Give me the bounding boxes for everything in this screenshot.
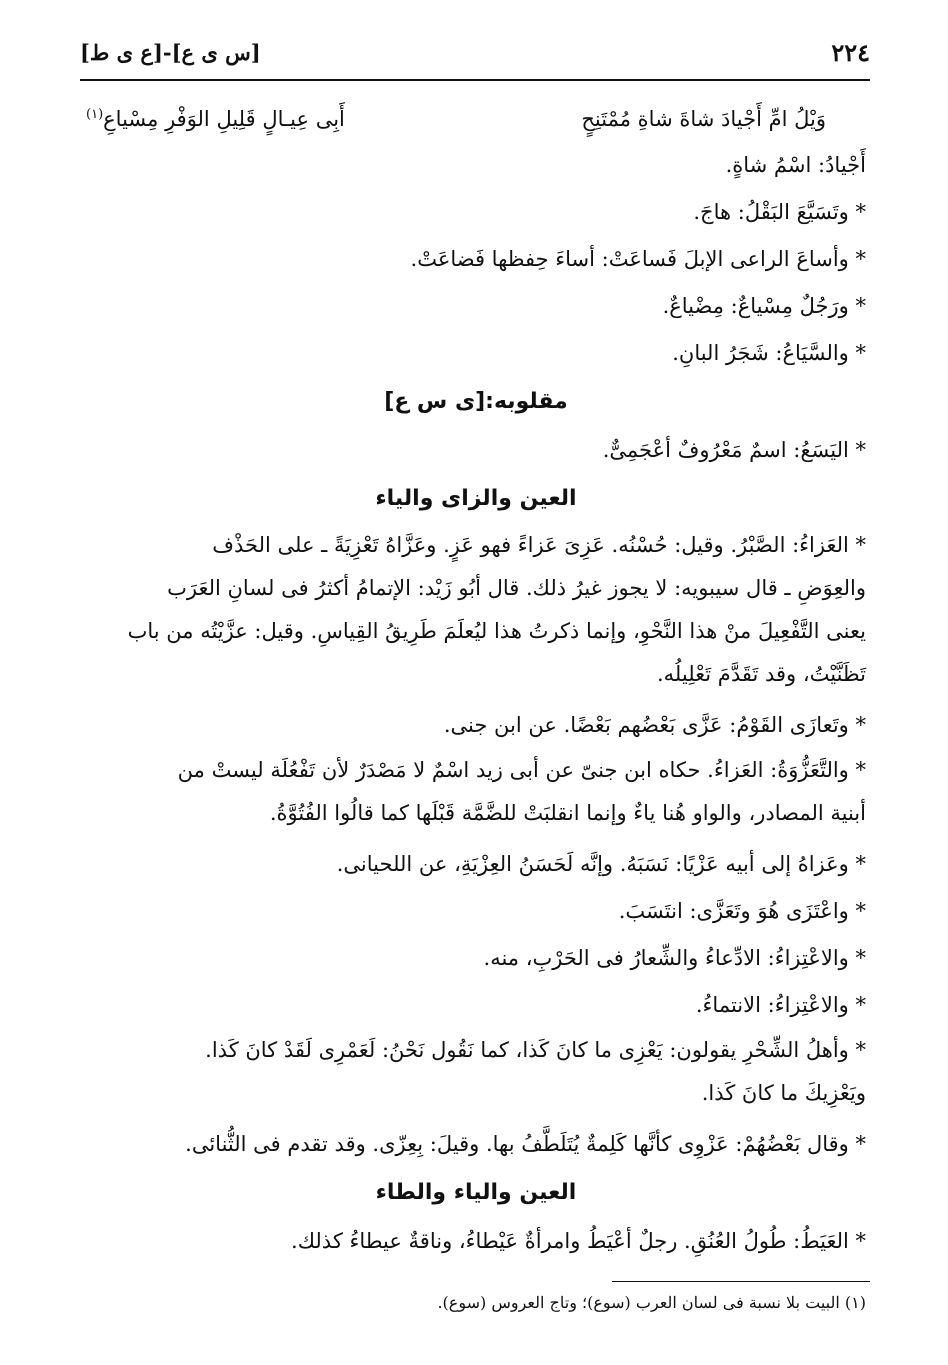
entry-line: * وتَعازَى القَوْمُ: عَزَّى بَعْضُهم بَعْضًا. عن ابن جنى. bbox=[443, 713, 866, 737]
paragraph-line: أبنية المصادر، والواو هُنا ياءٌ وإنما انقلبَتْ للضَّمَّة قَبْلَها كما قالُوا الفُتُوَّةُ. bbox=[269, 801, 866, 825]
entry-line: * واعْتَزَى هُوَ وتَعَزَّى: انتَسَبَ. bbox=[618, 899, 866, 923]
paragraph-line: يعنى التَّفْعِيلَ منْ هذا النَّحْوِ، وإنما ذكرتُ هذا ليُعلَمَ طَرِيقُ القِياسِ. وقيل: عزَّيْتُه من باب bbox=[127, 619, 866, 643]
page-body bbox=[86, 96, 866, 1265]
text-line: * وأساعَ الراعى الإبلَ فَساعَتْ: أساءَ حِفظها فَضاعَتْ. bbox=[410, 247, 866, 271]
header-rule bbox=[80, 79, 870, 81]
root-label: [س ى ع]-[ع ى ط] bbox=[80, 40, 261, 65]
paragraph-line: * العَزاءُ: الصَّبْرُ. وقيل: حُسْنُه. عَزِىَ عَزاءً فهو عَزٍ. وعَزَّاهُ تَعْزِيَةً ـ على الحَذْف bbox=[212, 533, 866, 557]
entry-line: * والاعْتِزاءُ: الادِّعاءُ والشِّعارُ فى الحَرْبِ، منه. bbox=[483, 946, 866, 970]
paragraph-tazuwwa bbox=[86, 749, 866, 835]
paragraph-sihr bbox=[86, 1029, 866, 1115]
verse bbox=[86, 96, 866, 142]
verse-second-text: أَبِى عِيـالٍ قَلِيلِ الوَفْرِ مِسْياعِ bbox=[103, 107, 345, 131]
footnote-mark: (١) bbox=[86, 107, 104, 122]
page-number: ٢٢٤ bbox=[831, 38, 870, 67]
entry-line: * والاعْتِزاءُ: الانتماءُ. bbox=[695, 993, 866, 1017]
section-heading: العين والزاى والياء bbox=[375, 486, 577, 511]
text-line: أَجْيادُ: اسْمُ شاةٍ. bbox=[725, 153, 866, 177]
paragraph-line: والعِوَضِ ـ قال سيبويه: لا يجوز غيرُ ذلك. قال أبُو زَيْد: الإتمامُ أكثرُ فى لسانِ العَرَب bbox=[167, 576, 866, 600]
paragraph-line: ويَعْزِيكَ ما كانَ كَذا. bbox=[701, 1081, 866, 1105]
text-line: * والسَّيَاعُ: شَجَرُ البانِ. bbox=[672, 341, 866, 365]
section-heading: مقلوبه:[ى س ع] bbox=[384, 389, 568, 414]
verse-second-hemistich bbox=[86, 96, 345, 142]
section-heading: العين والياء والطاء bbox=[375, 1180, 577, 1205]
text-line: * وتَسَيَّعَ البَقْلُ: هاجَ. bbox=[693, 200, 866, 224]
entry-line: * وقال بَعْضُهُمْ: عَزْوِى كأنَّها كَلِمةٌ يُتَلَطَّفُ بها. وقيلَ: بِعِزّى. وقد تقدم فى الثُّنائى. bbox=[185, 1132, 866, 1156]
footnote: (١) البيت بلا نسبة فى لسان العرب (سوع)؛ وتاج العروس (سوع). bbox=[437, 1293, 866, 1312]
entry-line: * وعَزاهُ إلى أبيه عَزْيًا: نَسَبَهُ. وإنَّه لَحَسَنُ العِزْيَةِ، عن اللحيانى. bbox=[336, 852, 866, 876]
entry-line: * العَيَطُ: طُولُ العُنُقِ. رجلٌ أعْيَطُ وامرأةٌ عَيْطاءُ، وناقةٌ عيطاءُ كذلك. bbox=[291, 1229, 866, 1253]
footnote-rule bbox=[612, 1281, 870, 1282]
paragraph-line: * وأهلُ الشِّحْرِ يقولون: يَعْزِى ما كانَ كَذا، كما نَقُول نَحْنُ: لَعَمْرِى لَقَدْ كانَ كَذا. bbox=[205, 1038, 866, 1062]
paragraph-line: تَظَنَّيْتُ، وقد تَقَدَّمَ تَعْلِيلُه. bbox=[656, 662, 866, 686]
paragraph-azaa bbox=[86, 524, 866, 696]
verse-first-hemistich: وَيْلُ امِّ أَجْيادَ شاةَ شاةِ مُمْتَنِحٍ bbox=[581, 107, 826, 131]
paragraph-line: * والتَّعَزُّوَةُ: العَزاءُ. حكاه ابن جنىّ عن أبى زيد اسْمٌ لا مَصْدَرٌ لأن تَفْعُلَة ليستْ من bbox=[177, 758, 866, 782]
text-line: * ورَجُلٌ مِسْياعٌ: مِضْياعٌ. bbox=[662, 294, 866, 318]
page-header bbox=[80, 38, 870, 78]
entry-line: * اليَسَعُ: اسمٌ مَعْرُوفٌ أعْجَمِىٌّ. bbox=[602, 438, 866, 462]
